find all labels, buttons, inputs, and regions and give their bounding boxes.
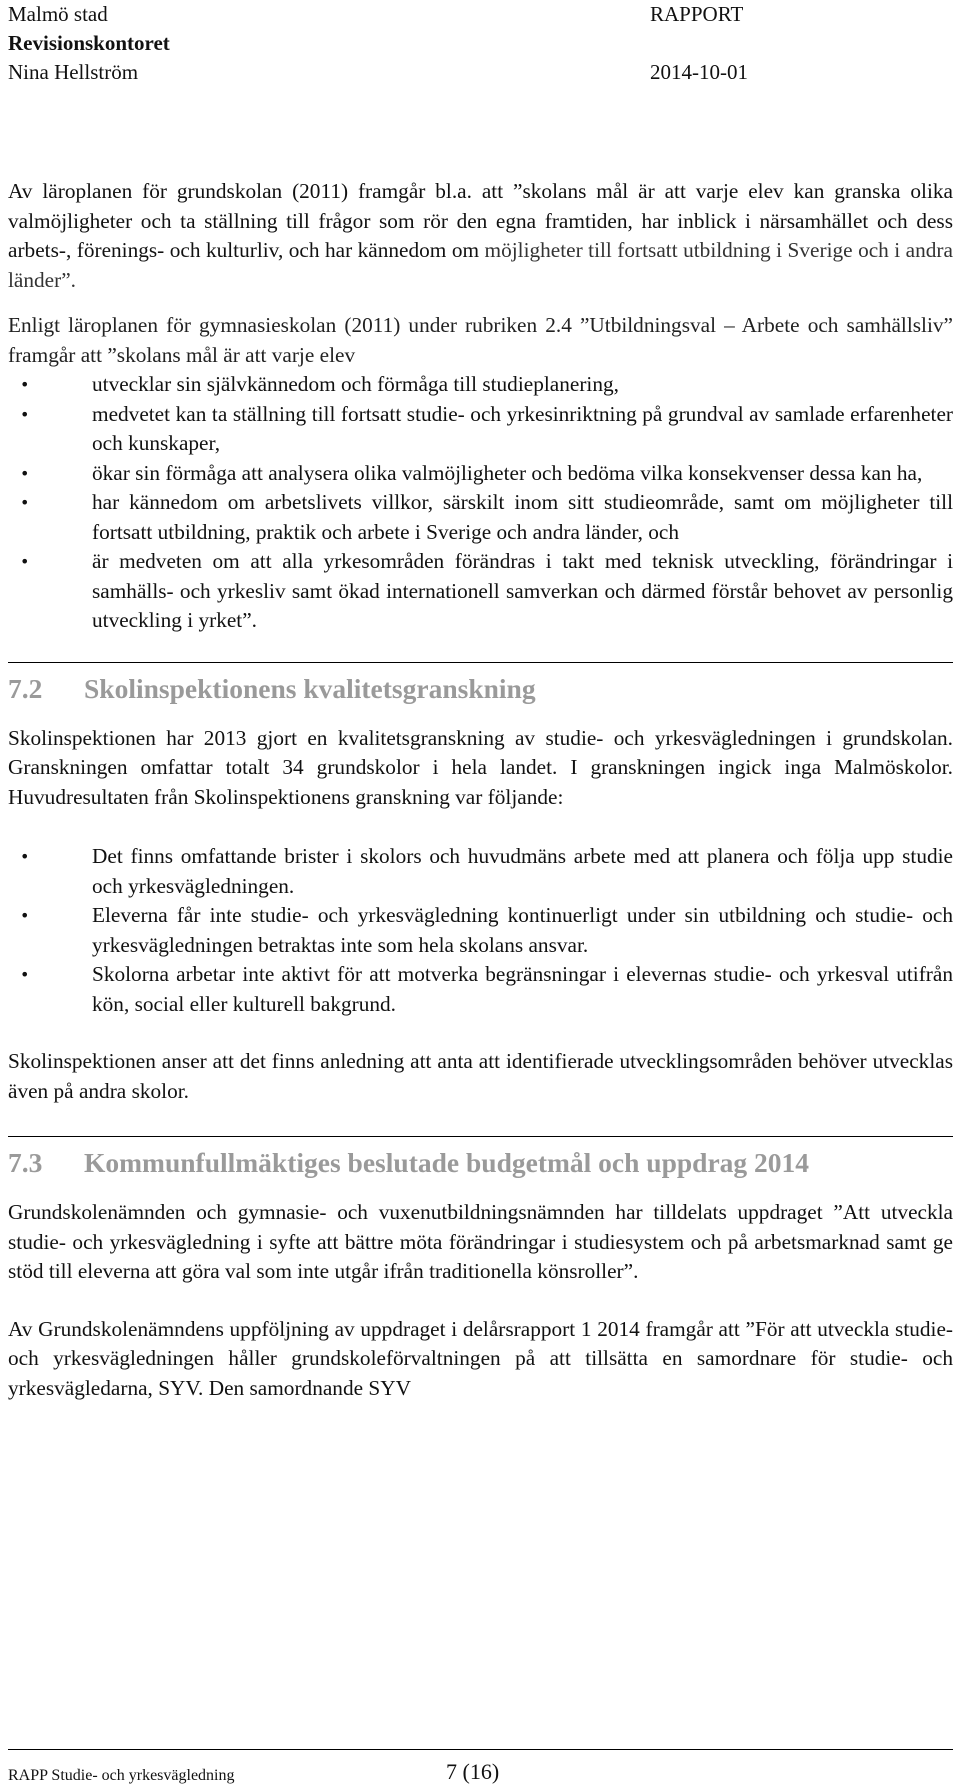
author-name: Nina Hellström [8, 60, 139, 84]
department-name: Revisionskontoret [8, 31, 170, 55]
list-item: • är medveten om att alla yrkesområden förändras i takt med teknisk utveckling, förändringar i samhälls- och yrkesliv samt ökad internationell samverkan och därmed förstår behovet av personlig utveckling i yrket”. [92, 547, 953, 636]
section-heading-7-3 [8, 1136, 953, 1181]
document-body [8, 177, 953, 1403]
page-number: 7 (16) [446, 1759, 500, 1784]
paragraph-grundskolan [8, 177, 953, 295]
paragraph-gymnasieskolan: Enligt läroplanen för gymnasieskolan (2011) under rubriken 2.4 ”Utbildningsval – Arbete och samhällsliv” framgår att ”skolans mål är att varje elev [8, 313, 953, 367]
page-header [8, 0, 760, 87]
section-number: 7.2 [8, 672, 43, 704]
paragraph-grundskolan-part1: Av läroplanen för grundskolan (2011) framgår bl.a. att ”skolans mål är att varje elev kan granska olika valmöjligheter och ta ställning till frågor som rör den egna framtiden, har inblick i närsamhället och dess arbets-, förenings- och kulturliv, och har kännedom om [8, 179, 953, 262]
list-item: • Skolorna arbetar inte aktivt för att motverka begränsningar i elevernas studie- och yrkesval utifrån kön, social eller kulturell bakgrund. [92, 960, 953, 1019]
paragraph-uppdrag: Grundskolenämnden och gymnasie- och vuxenutbildningsnämnden har tilldelats uppdraget ”Att utveckla studie- och yrkesvägledning i syfte att bättre möta förändringar i studiesystem och på arbetsmarknad samt ge stöd till eleverna att göra val som inte utgår ifrån traditionella könsroller”. [8, 1200, 953, 1283]
section-heading-7-2 [8, 662, 953, 707]
list-item: • har kännedom om arbetslivets villkor, särskilt inom sitt studieområde, samt om möjligheter till fortsatt utbildning, praktik och arbete i Sverige och andra länder, och [92, 488, 953, 547]
section-title: Skolinspektionens kvalitetsgranskning [84, 672, 536, 704]
doc-type: RAPPORT [650, 2, 744, 26]
paragraph-uppfoljning: Av Grundskolenämndens uppföljning av uppdraget i delårsrapport 1 2014 framgår att ”För att utveckla studie- och yrkesvägledningen håller grundskoleförvaltningen på att tillsätta en samordnare för studie- och yrkesvägledarna, SYV. Den samordnande SYV [8, 1316, 953, 1400]
list-item: • ökar sin förmåga att analysera olika valmöjligheter och bedöma vilka konsekvenser dessa kan ha, [92, 459, 953, 489]
list-item: • utvecklar sin självkännedom och förmåga till studieplanering, [92, 370, 953, 400]
section-title: Kommunfullmäktiges beslutade budgetmål och uppdrag 2014 [84, 1147, 810, 1178]
page-footer [8, 1749, 953, 1784]
paragraph-grundskolan-part2: möjligheter till fortsatt utbildning i Sverige och i andra länder”. [8, 238, 953, 292]
list-item: • Eleverna får inte studie- och yrkesvägledning kontinuerligt under sin utbildning och studie- och yrkesvägledningen betraktas inte som hela skolans ansvar. [92, 901, 953, 960]
report-date: 2014-10-01 [650, 60, 748, 84]
section-number: 7.3 [8, 1147, 43, 1178]
list-item: • medvetet kan ta ställning till fortsatt studie- och yrkesinriktning på grundval av samlade erfarenheter och kunskaper, [92, 400, 953, 459]
goals-list [8, 370, 953, 636]
paragraph-skolinspektionen: Skolinspektionen har 2013 gjort en kvalitetsgranskning av studie- och yrkesvägledningen i grundskolan. Granskningen omfattar totalt 34 grundskolor i hela landet. I granskningen ingick inga Malmöskolor. Huvudresultaten från Skolinspektionens granskning var följande: [8, 725, 953, 809]
results-list [8, 842, 953, 1019]
org-name: Malmö stad [8, 2, 108, 26]
paragraph-conclusion: Skolinspektionen anser att det finns anledning att anta att identifierade utvecklingsområden behöver utvecklas även på andra skolor. [8, 1049, 953, 1103]
footer-doc-title: RAPP Studie- och yrkesvägledning [8, 1767, 235, 1784]
list-item: • Det finns omfattande brister i skolors och huvudmäns arbete med att planera och följa upp studie och yrkesvägledningen. [92, 842, 953, 901]
